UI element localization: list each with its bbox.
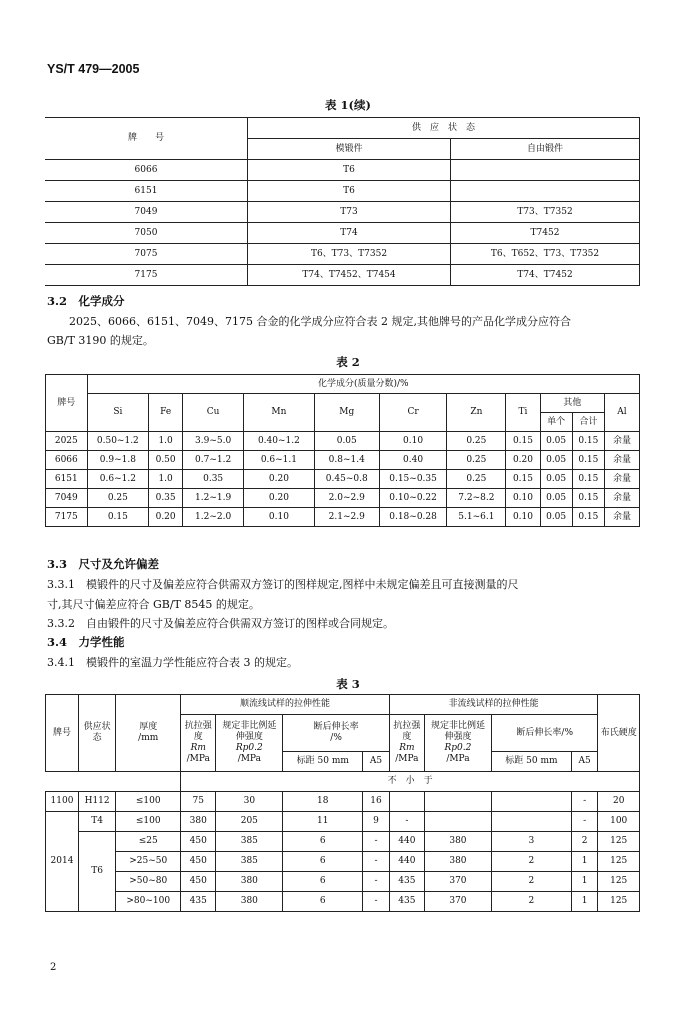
table-row xyxy=(45,244,640,265)
t3-a5: 9 xyxy=(363,812,390,832)
t1-head-supply: 供 应 状 态 xyxy=(248,118,640,139)
t2-brand: 2025 xyxy=(46,432,88,451)
t2-zn: 5.1~6.1 xyxy=(447,508,506,527)
t1-die: T74 xyxy=(248,223,451,244)
t3-head-gauge: 标距 50 mm xyxy=(283,752,363,772)
t3-head-tensile: 抗拉强度 Rm /MPa xyxy=(181,715,216,772)
t1-head-die: 模锻件 xyxy=(248,139,451,160)
t3-a52: - xyxy=(571,792,598,812)
t3-head-gauge2: 标距 50 mm xyxy=(491,752,571,772)
t3-a502 xyxy=(491,792,571,812)
t2-ti: 0.20 xyxy=(506,451,540,470)
t3-brand: 2014 xyxy=(46,812,79,912)
t2-cr: 0.10 xyxy=(379,432,446,451)
t2-total: 0.15 xyxy=(572,489,604,508)
t2-fe: 0.50 xyxy=(149,451,183,470)
t2-si: 0.15 xyxy=(87,508,149,527)
t2-head-single: 单个 xyxy=(540,413,572,432)
t3-rm2 xyxy=(389,792,424,812)
t2-si: 0.9~1.8 xyxy=(87,451,149,470)
t2-single: 0.05 xyxy=(540,489,572,508)
t2-ti: 0.10 xyxy=(506,489,540,508)
t1-brand: 7075 xyxy=(45,244,248,265)
t2-mn: 0.6~1.1 xyxy=(244,451,315,470)
table2-caption: 表 2 xyxy=(336,355,360,369)
t3-a5: - xyxy=(363,872,390,892)
t3-rm2: 440 xyxy=(389,832,424,852)
t2-head-ti: Ti xyxy=(506,394,540,432)
t2-zn: 0.25 xyxy=(447,451,506,470)
t2-cr: 0.18~0.28 xyxy=(379,508,446,527)
t1-die: T6 xyxy=(248,160,451,181)
t2-mn: 0.20 xyxy=(244,489,315,508)
t3-a5: - xyxy=(363,892,390,912)
t3-head-brand: 牌号 xyxy=(46,695,79,772)
table-row xyxy=(46,432,640,451)
t3-a52: 2 xyxy=(571,832,598,852)
t3-head-elong: 断后伸长率 /% xyxy=(283,715,389,752)
t3-a50: 18 xyxy=(283,792,363,812)
t3-a502: 2 xyxy=(491,872,571,892)
t2-ti: 0.10 xyxy=(506,508,540,527)
t2-head-other: 其他 xyxy=(540,394,605,413)
table-row xyxy=(45,181,640,202)
section-3-2-line1: 2025、6066、6151、7049、7175 合金的化学成分应符合表 2 规定,其他牌号的产品化学成分应符合 xyxy=(69,315,571,328)
page-number: 2 xyxy=(50,962,57,973)
t3-notless: 不 小 于 xyxy=(181,772,640,792)
t3-thick: ≤100 xyxy=(116,792,181,812)
t2-brand: 6151 xyxy=(46,470,88,489)
t3-hb: 125 xyxy=(598,892,640,912)
t1-die: T6、T73、T7352 xyxy=(248,244,451,265)
t2-mg: 0.45~0.8 xyxy=(314,470,379,489)
t3-rp: 30 xyxy=(216,792,283,812)
t3-a52: 1 xyxy=(571,852,598,872)
para-3-3-1-line2: 寸,其尺寸偏差应符合 GB/T 8545 的规定。 xyxy=(47,598,260,611)
standard-number: YS/T 479—2005 xyxy=(47,62,140,76)
table-row xyxy=(46,470,640,489)
t3-a50: 6 xyxy=(283,872,363,892)
t2-al: 余量 xyxy=(605,451,640,470)
table-row xyxy=(46,451,640,470)
t2-head-al: Al xyxy=(605,394,640,432)
t2-total: 0.15 xyxy=(572,470,604,489)
t3-head-grain-par: 顺流线试样的拉伸性能 xyxy=(181,695,390,715)
t3-rm2: 435 xyxy=(389,892,424,912)
t2-brand: 6066 xyxy=(46,451,88,470)
t2-single: 0.05 xyxy=(540,451,572,470)
t3-a52: 1 xyxy=(571,872,598,892)
t1-free: T7452 xyxy=(451,223,640,244)
t3-rp: 205 xyxy=(216,812,283,832)
t2-total: 0.15 xyxy=(572,432,604,451)
t3-thick: >50~80 xyxy=(116,872,181,892)
t3-a502: 3 xyxy=(491,832,571,852)
t2-mn: 0.10 xyxy=(244,508,315,527)
table-row xyxy=(46,508,640,527)
table2 xyxy=(45,374,640,527)
t2-si: 0.6~1.2 xyxy=(87,470,149,489)
t3-spacer xyxy=(46,772,181,792)
t1-die: T6 xyxy=(248,181,451,202)
t2-al: 余量 xyxy=(605,489,640,508)
t3-thick: ≤100 xyxy=(116,812,181,832)
t2-head-cr: Cr xyxy=(379,394,446,432)
t2-zn: 0.25 xyxy=(447,432,506,451)
t2-fe: 0.20 xyxy=(149,508,183,527)
t2-fe: 1.0 xyxy=(149,470,183,489)
t2-single: 0.05 xyxy=(540,432,572,451)
t2-cr: 0.15~0.35 xyxy=(379,470,446,489)
t3-rm: 450 xyxy=(181,872,216,892)
t3-rm2: 440 xyxy=(389,852,424,872)
t1-free: T74、T7452 xyxy=(451,265,640,286)
t3-head-elong2: 断后伸长率/% xyxy=(491,715,597,752)
section-3-2-title: 3.2 化学成分 xyxy=(47,294,125,308)
t3-head-a5: A5 xyxy=(363,752,390,772)
t2-si: 0.25 xyxy=(87,489,149,508)
t2-head-cu: Cu xyxy=(183,394,244,432)
table-row xyxy=(46,852,640,872)
t3-hb: 20 xyxy=(598,792,640,812)
t3-rp2: 380 xyxy=(424,832,491,852)
t2-head-fe: Fe xyxy=(149,394,183,432)
t3-a5: 16 xyxy=(363,792,390,812)
t2-zn: 0.25 xyxy=(447,470,506,489)
table-row xyxy=(46,872,640,892)
t2-ti: 0.15 xyxy=(506,470,540,489)
t3-rp: 385 xyxy=(216,832,283,852)
t3-a5: - xyxy=(363,832,390,852)
t2-mg: 0.8~1.4 xyxy=(314,451,379,470)
t3-thick: >25~50 xyxy=(116,852,181,872)
t3-rm2: - xyxy=(389,812,424,832)
t2-head-mg: Mg xyxy=(314,394,379,432)
t3-rm: 450 xyxy=(181,852,216,872)
t3-head-grain-cross: 非流线试样的拉伸性能 xyxy=(389,695,598,715)
t3-rp2 xyxy=(424,792,491,812)
t3-rp2 xyxy=(424,812,491,832)
t3-hb: 125 xyxy=(598,872,640,892)
t2-cr: 0.10~0.22 xyxy=(379,489,446,508)
para-3-3-1-line1: 3.3.1 模锻件的尺寸及偏差应符合供需双方签订的图样规定,图样中未规定偏差且可直接测量的尺 xyxy=(47,578,519,591)
t2-al: 余量 xyxy=(605,432,640,451)
para-3-4-1: 3.4.1 模锻件的室温力学性能应符合表 3 的规定。 xyxy=(47,656,298,669)
t3-head-state: 供应状态 xyxy=(79,695,116,772)
t3-head-yield2: 规定非比例延伸强度 Rp0.2 /MPa xyxy=(424,715,491,772)
t2-mg: 2.0~2.9 xyxy=(314,489,379,508)
t3-state: H112 xyxy=(79,792,116,812)
table-row xyxy=(45,265,640,286)
table-row xyxy=(46,489,640,508)
t1-die: T73 xyxy=(248,202,451,223)
table-row xyxy=(46,792,640,812)
t3-a52: - xyxy=(571,812,598,832)
table-row xyxy=(46,892,640,912)
t3-rm2: 435 xyxy=(389,872,424,892)
table1 xyxy=(45,117,640,286)
table3-caption: 表 3 xyxy=(336,677,360,691)
t3-head-a5-2: A5 xyxy=(571,752,598,772)
t3-a5: - xyxy=(363,852,390,872)
t1-free xyxy=(451,160,640,181)
t1-brand: 6066 xyxy=(45,160,248,181)
section-3-2-line2: GB/T 3190 的规定。 xyxy=(47,334,154,347)
t2-total: 0.15 xyxy=(572,508,604,527)
t2-al: 余量 xyxy=(605,470,640,489)
t3-rp: 380 xyxy=(216,892,283,912)
t3-rp2: 370 xyxy=(424,892,491,912)
t2-cu: 1.2~2.0 xyxy=(183,508,244,527)
t3-rm: 380 xyxy=(181,812,216,832)
t3-rp2: 370 xyxy=(424,872,491,892)
section-3-2-para xyxy=(47,311,667,332)
t2-zn: 7.2~8.2 xyxy=(447,489,506,508)
t2-cr: 0.40 xyxy=(379,451,446,470)
t3-a502 xyxy=(491,812,571,832)
t2-head-si: Si xyxy=(87,394,149,432)
t3-a52: 1 xyxy=(571,892,598,912)
table-row xyxy=(45,160,640,181)
t3-thick: >80~100 xyxy=(116,892,181,912)
t2-head-brand: 牌号 xyxy=(46,375,88,432)
table-row xyxy=(46,812,640,832)
t2-fe: 0.35 xyxy=(149,489,183,508)
t3-head-thick: 厚度 /mm xyxy=(116,695,181,772)
t3-head-yield: 规定非比例延伸强度 Rp0.2 /MPa xyxy=(216,715,283,772)
t3-rm: 435 xyxy=(181,892,216,912)
t1-die: T74、T7452、T7454 xyxy=(248,265,451,286)
t1-brand: 7049 xyxy=(45,202,248,223)
t3-a502: 2 xyxy=(491,852,571,872)
t3-brand: 1100 xyxy=(46,792,79,812)
t3-hb: 100 xyxy=(598,812,640,832)
t1-free: T73、T7352 xyxy=(451,202,640,223)
t2-cu: 3.9~5.0 xyxy=(183,432,244,451)
t3-thick: ≤25 xyxy=(116,832,181,852)
t2-mn: 0.40~1.2 xyxy=(244,432,315,451)
t3-head-brinell: 布氏硬度 xyxy=(598,695,640,772)
t3-rm: 75 xyxy=(181,792,216,812)
t2-head-mn: Mn xyxy=(244,394,315,432)
t2-single: 0.05 xyxy=(540,508,572,527)
t2-fe: 1.0 xyxy=(149,432,183,451)
t3-rp: 385 xyxy=(216,852,283,872)
t1-free xyxy=(451,181,640,202)
table-row xyxy=(46,832,640,852)
t2-cu: 0.7~1.2 xyxy=(183,451,244,470)
t2-brand: 7175 xyxy=(46,508,88,527)
t1-head-free: 自由锻件 xyxy=(451,139,640,160)
t1-brand: 6151 xyxy=(45,181,248,202)
t3-state: T4 xyxy=(79,812,116,832)
t1-free: T6、T652、T73、T7352 xyxy=(451,244,640,265)
table3 xyxy=(45,694,640,912)
t3-a50: 11 xyxy=(283,812,363,832)
t3-a50: 6 xyxy=(283,892,363,912)
t2-head-zn: Zn xyxy=(447,394,506,432)
t3-state: T6 xyxy=(79,832,116,912)
t2-brand: 7049 xyxy=(46,489,88,508)
para-3-3-2: 3.3.2 自由锻件的尺寸及偏差应符合供需双方签订的图样或合同规定。 xyxy=(47,617,394,630)
t3-a50: 6 xyxy=(283,852,363,872)
t2-head-comp: 化学成分(质量分数)/% xyxy=(87,375,639,394)
t2-mn: 0.20 xyxy=(244,470,315,489)
t3-rm: 450 xyxy=(181,832,216,852)
t3-a502: 2 xyxy=(491,892,571,912)
t2-mg: 0.05 xyxy=(314,432,379,451)
t3-a50: 6 xyxy=(283,832,363,852)
t2-si: 0.50~1.2 xyxy=(87,432,149,451)
table-row xyxy=(45,223,640,244)
t1-head-brand: 牌 号 xyxy=(45,118,248,160)
section-3-3-title: 3.3 尺寸及允许偏差 xyxy=(47,557,160,571)
t2-single: 0.05 xyxy=(540,470,572,489)
t3-hb: 125 xyxy=(598,852,640,872)
t3-head-tensile2: 抗拉强度 Rm /MPa xyxy=(389,715,424,772)
t2-total: 0.15 xyxy=(572,451,604,470)
t3-rp2: 380 xyxy=(424,852,491,872)
t1-brand: 7050 xyxy=(45,223,248,244)
t2-mg: 2.1~2.9 xyxy=(314,508,379,527)
t2-al: 余量 xyxy=(605,508,640,527)
t3-rp: 380 xyxy=(216,872,283,892)
table1-caption: 表 1(续) xyxy=(325,98,371,112)
section-3-4-title: 3.4 力学性能 xyxy=(47,635,125,649)
t2-head-total: 合计 xyxy=(572,413,604,432)
t2-ti: 0.15 xyxy=(506,432,540,451)
t1-brand: 7175 xyxy=(45,265,248,286)
t3-hb: 125 xyxy=(598,832,640,852)
table-row xyxy=(45,202,640,223)
t2-cu: 1.2~1.9 xyxy=(183,489,244,508)
t2-cu: 0.35 xyxy=(183,470,244,489)
